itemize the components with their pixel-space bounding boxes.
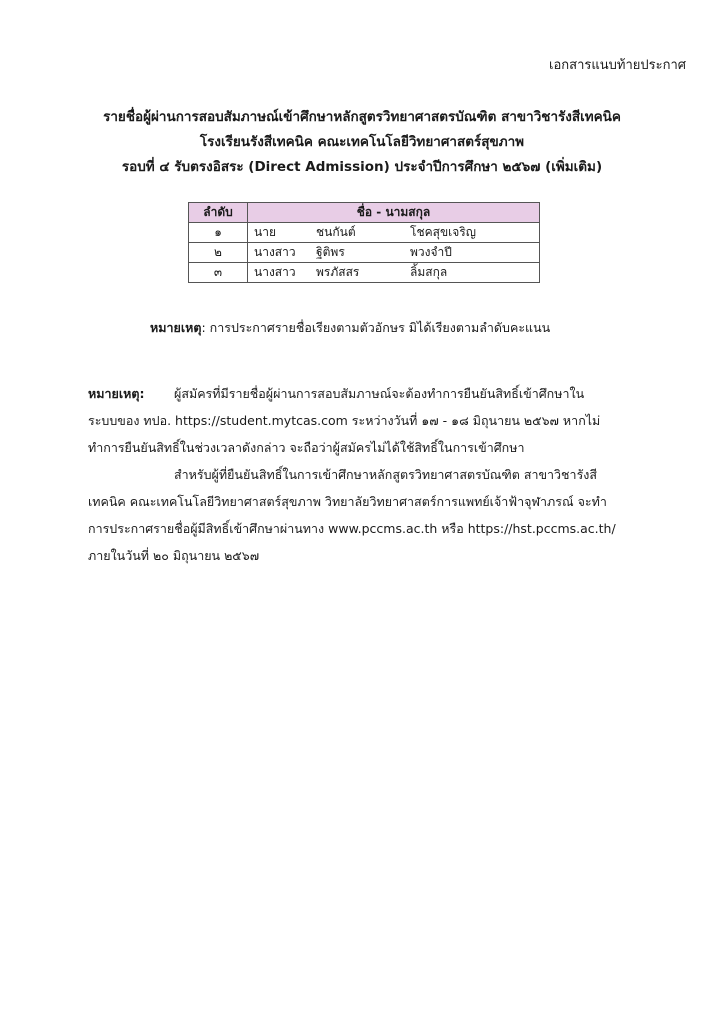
header-order: ลำดับ [189,203,248,223]
notes-line: ภายในวันที่ ๒๐ มิถุนายน ๒๕๖๗ [88,548,260,563]
row-first-name: ฐิติพร [316,245,345,259]
row-first-name: ชนกันต์ [316,225,356,239]
notes-label: หมายเหตุ: [88,386,145,401]
row-order: ๒ [189,243,248,263]
row-order: ๓ [189,263,248,283]
names-table [188,202,540,283]
notes-section [88,380,640,569]
table-remark-text: : การประกาศรายชื่อเรียงตามตัวอักษร มิได้เรียงตามลำดับคะแนน [201,320,551,335]
row-last-name: พวงจำปี [410,245,452,259]
notes-line [88,380,640,407]
row-fullname [248,243,540,263]
row-last-name: โชคสุขเจริญ [410,225,476,239]
row-title: นางสาว [254,245,296,259]
table-header-row [189,203,540,223]
row-last-name: ลิ้มสกุล [410,265,448,279]
notes-line: ระบบของ ทปอ. https://student.mytcas.com ระหว่างวันที่ ๑๗ - ๑๘ มิถุนายน ๒๕๖๗ หากไม่ [88,413,601,428]
row-fullname [248,263,540,283]
attachment-label: เอกสารแนบท้ายประกาศ [549,58,686,73]
header-fullname: ชื่อ - นามสกุล [248,203,540,223]
row-order: ๑ [189,223,248,243]
table-row [189,243,540,263]
table-remark-label: หมายเหตุ [150,320,202,335]
table-row [189,263,540,283]
row-title: นางสาว [254,265,296,279]
heading-line-1: รายชื่อผู้ผ่านการสอบสัมภาษณ์เข้าศึกษาหลักสูตรวิทยาศาสตรบัณฑิต สาขาวิชารังสีเทคนิค [103,109,621,125]
heading-line-3: รอบที่ ๔ รับตรงอิสระ (Direct Admission) ประจำปีการศึกษา ๒๕๖๗ (เพิ่มเติม) [121,159,603,175]
row-first-name: พรภัสสร [316,265,360,279]
table-remark [150,318,550,338]
notes-line: เทคนิค คณะเทคโนโลยีวิทยาศาสตร์สุขภาพ วิทยาลัยวิทยาศาสตร์การแพทย์เจ้าฟ้าจุฬาภรณ์ จะทำ [88,494,607,509]
notes-line: ทำการยืนยันสิทธิ์ในช่วงเวลาดังกล่าว จะถือว่าผู้สมัครไม่ได้ใช้สิทธิ์ในการเข้าศึกษา [88,440,525,455]
notes-text: ผู้สมัครที่มีรายชื่อผู้ผ่านการสอบสัมภาษณ์จะต้องทำการยืนยันสิทธิ์เข้าศึกษาใน [174,386,585,401]
notes-line: การประกาศรายชื่อผู้มีสิทธิ์เข้าศึกษาผ่านทาง www.pccms.ac.th หรือ https://hst.pccms.ac.th/ [88,521,616,536]
table-row [189,223,540,243]
document-heading [0,105,724,180]
heading-line-2: โรงเรียนรังสีเทคนิค คณะเทคโนโลยีวิทยาศาสตร์สุขภาพ [199,134,525,150]
row-fullname [248,223,540,243]
row-title: นาย [254,225,276,239]
notes-line: สำหรับผู้ที่ยืนยันสิทธิ์ในการเข้าศึกษาหลักสูตรวิทยาศาสตรบัณฑิต สาขาวิชารังสี [174,467,598,482]
